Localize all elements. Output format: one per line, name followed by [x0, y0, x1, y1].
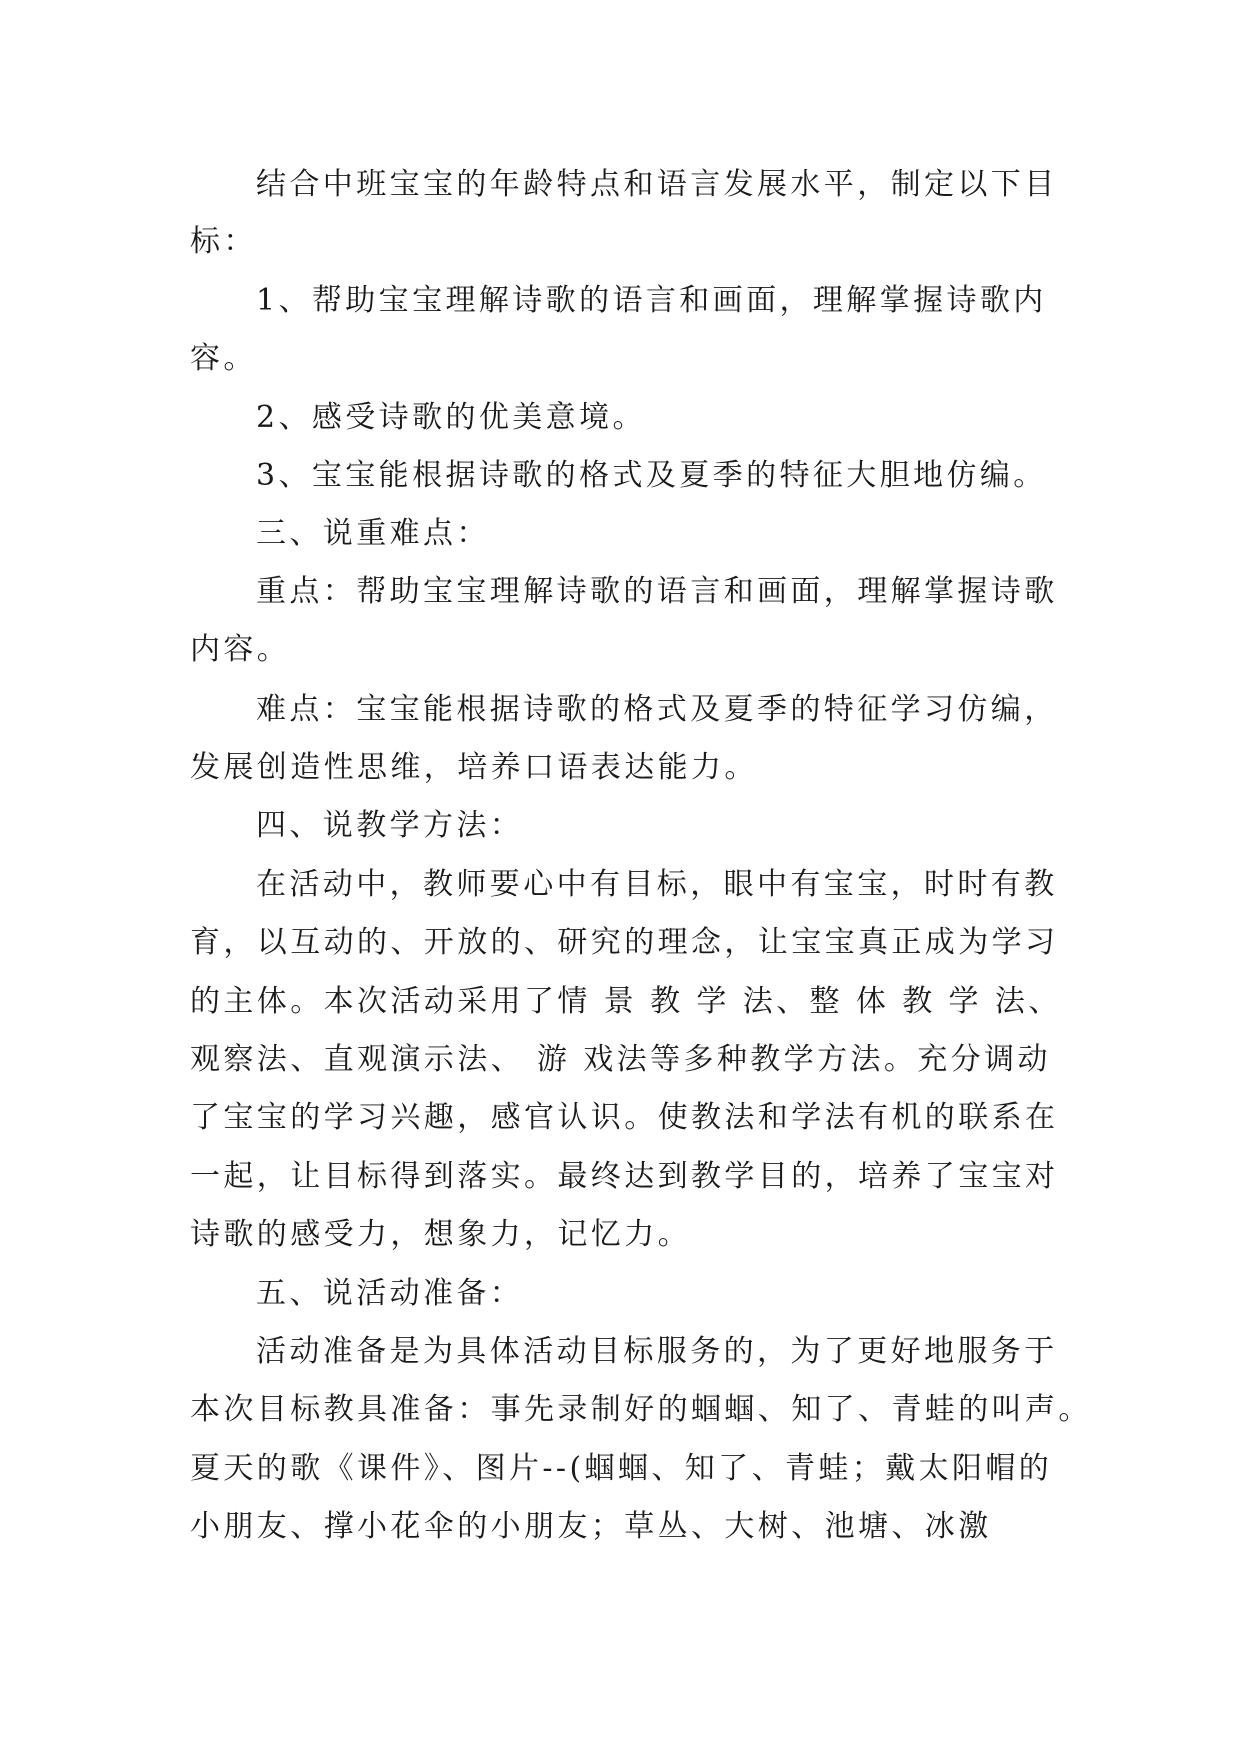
text-line: 发展创造性思维，培养口语表达能力。 [190, 750, 758, 785]
text-line: 活动准备是为具体活动目标服务的，为了更好地服务于 [256, 1334, 1058, 1369]
text-line: 结合中班宝宝的年龄特点和语言发展水平，制定以下目 [256, 167, 1058, 202]
text-line: 本次目标教具准备：事先录制好的蝈蝈、知了、青蛙的叫声。 [190, 1392, 1092, 1427]
text-line: 容。 [190, 341, 257, 376]
text-line: 了宝宝的学习兴趣，感官认识。使教法和学法有机的联系在 [190, 1100, 1059, 1135]
text-line: 诗歌的感受力，想象力，记忆力。 [190, 1217, 691, 1252]
text-line: 夏天的歌《课件》、图片--(蝈蝈、知了、青蛙；戴太阳帽的 [190, 1451, 1053, 1486]
text-line: 内容。 [190, 632, 291, 667]
text-line: 小朋友、撑小花伞的小朋友；草丛、大树、池塘、冰激 [190, 1509, 992, 1544]
text-line: 1、帮助宝宝理解诗歌的语言和画面，理解掌握诗歌内 [256, 283, 1047, 318]
text-line: 重点：帮助宝宝理解诗歌的语言和画面，理解掌握诗歌 [256, 574, 1058, 609]
text-line: 观察法、直观演示法、 游 戏法等多种教学方法。充分调动 [190, 1042, 1051, 1077]
text-line: 2、感受诗歌的优美意境。 [256, 400, 646, 435]
text-line: 育，以互动的、开放的、研究的理念，让宝宝真正成为学习 [190, 925, 1059, 960]
text-line: 的主体。本次活动采用了情 景 教 学 法、整 体 教 学 法、 [190, 984, 1062, 1019]
text-line: 在活动中，教师要心中有目标，眼中有宝宝，时时有教 [256, 867, 1058, 902]
section-heading: 四、说教学方法： [256, 808, 524, 843]
section-heading: 三、说重难点： [256, 516, 490, 551]
text-line: 标： [190, 224, 257, 259]
text-line: 难点：宝宝能根据诗歌的格式及夏季的特征学习仿编， [256, 692, 1058, 727]
section-heading: 五、说活动准备： [256, 1276, 524, 1311]
text-line: 3、宝宝能根据诗歌的格式及夏季的特征大胆地仿编。 [256, 458, 1047, 493]
text-line: 一起，让目标得到落实。最终达到教学目的，培养了宝宝对 [190, 1159, 1059, 1194]
